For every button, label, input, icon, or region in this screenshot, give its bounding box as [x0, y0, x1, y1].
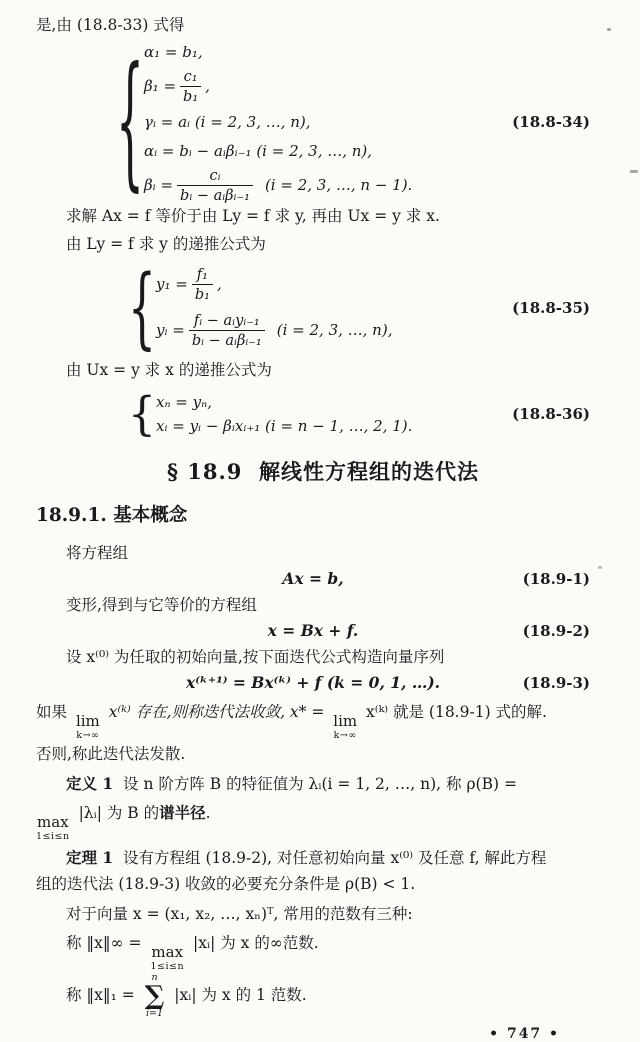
- equation-rows: [156, 390, 412, 438]
- ly-recurrence-line: 由 Ly = f 求 y 的递推公式为: [66, 235, 266, 253]
- scan-artifact: [630, 170, 638, 173]
- section-number: § 18.9: [166, 459, 243, 484]
- text-segment: x⁽ᵏ⁾ 存在,则称迭代法收敛, x* =: [108, 703, 325, 721]
- equation-row: [144, 167, 412, 205]
- equation-label: (18.8-35): [512, 299, 590, 317]
- left-brace: {: [128, 387, 156, 441]
- theorem-text: 设有方程组 (18.9-2), 对任意初始向量 x⁽⁰⁾ 及任意 f, 解此方程: [123, 849, 547, 867]
- left-brace: {: [116, 37, 144, 207]
- equation-row: γᵢ = aᵢ (i = 2, 3, …, n),: [144, 113, 311, 131]
- fraction-numerator: cᵢ: [209, 168, 221, 184]
- definition-text: |λᵢ| 为 B 的: [78, 803, 160, 822]
- max-operator: [36, 812, 70, 842]
- equation-lhs: β₁ =: [144, 76, 177, 95]
- fraction-numerator: fᵢ − aᵢyᵢ₋₁: [193, 313, 260, 329]
- subsection-heading: 18.9.1. 基本概念: [36, 505, 188, 526]
- display-equation-18-9-3: [36, 670, 610, 696]
- bold-term: 谱半径: [159, 802, 206, 822]
- equation-body: x = Bx + f.: [267, 621, 359, 640]
- sum-operator: [145, 973, 165, 1018]
- limit-operator: [333, 714, 357, 741]
- fraction-numerator: c₁: [183, 68, 198, 85]
- equation-post: ,: [216, 274, 222, 293]
- display-equation-18-9-2: [36, 618, 610, 644]
- max-subscript: 1≤i≤n: [150, 961, 185, 972]
- norm-text: 称 ‖x‖₁ =: [66, 985, 135, 1004]
- definition-1-line-2: [36, 797, 610, 842]
- definition-1-line-1: [36, 771, 610, 797]
- lim-text: lim: [75, 712, 100, 730]
- text-segment: x⁽ᵏ⁾ 就是 (18.9-1) 式的解.: [366, 703, 547, 721]
- fraction-denominator: bᵢ − aᵢβᵢ₋₁: [177, 185, 253, 205]
- infinity-norm-line: [36, 927, 610, 972]
- equation-group-18-8-36: [36, 388, 610, 440]
- norms-intro-line: 对于向量 x = (x₁, x₂, …, xₙ)ᵀ, 常用的范数有三种:: [66, 905, 413, 923]
- sum-upper-limit: n: [151, 972, 158, 983]
- equation-group-18-8-34: [36, 37, 610, 207]
- fraction-denominator: b₁: [180, 86, 201, 106]
- paragraph-she: 设 x⁽⁰⁾ 为任取的初始向量,按下面迭代公式构造向量序列: [66, 648, 445, 666]
- norm-text: 称 ‖x‖∞ =: [66, 934, 142, 952]
- display-equation-18-9-1: [36, 566, 610, 592]
- solve-line: 求解 Ax = f 等价于由 Ly = f 求 y, 再由 Ux = y 求 x.: [66, 207, 440, 225]
- equation-row: xᵢ = yᵢ − βᵢxᵢ₊₁ (i = n − 1, …, 2, 1).: [156, 417, 413, 435]
- theorem-tag: 定理 1: [66, 848, 114, 867]
- definition-tag: 定义 1: [66, 773, 114, 793]
- divergence-line: 否则,称此迭代法发散.: [36, 744, 186, 763]
- lim-text: lim: [333, 712, 358, 730]
- ux-recurrence-line: 由 Ux = y 求 x 的递推公式为: [66, 361, 272, 379]
- equation-label: (18.8-34): [512, 113, 590, 131]
- equation-post: (i = 2, 3, …, n),: [276, 321, 393, 340]
- equation-row: xₙ = yₙ,: [156, 393, 212, 411]
- equation-lhs: y₁ =: [156, 274, 188, 293]
- equation-row: [156, 312, 392, 350]
- sum-lower-limit: i=1: [146, 1007, 164, 1019]
- intro-line: 是,由 (18.8-33) 式得: [36, 16, 185, 34]
- convergence-paragraph: [36, 696, 610, 741]
- text-segment: 如果: [36, 703, 68, 721]
- page-number: • 747 •: [489, 1026, 560, 1042]
- equation-body: Ax = b,: [282, 569, 344, 588]
- equation-label: (18.8-36): [512, 405, 590, 423]
- lim-subscript: k→∞: [333, 730, 357, 741]
- one-norm-line: [36, 972, 610, 1019]
- sigma-glyph: ∑: [144, 980, 165, 1011]
- theorem-1-line-2: 组的迭代法 (18.9-3) 收敛的必要充分条件是 ρ(B) < 1.: [36, 875, 416, 893]
- definition-text: .: [205, 803, 211, 822]
- fraction: [192, 266, 213, 304]
- scan-artifact: [607, 28, 611, 31]
- equation-label: (18.9-1): [522, 570, 590, 588]
- equation-row: [144, 68, 412, 106]
- scan-artifact: [598, 566, 602, 569]
- equation-post: ,: [205, 76, 210, 95]
- equation-rows: [156, 266, 392, 351]
- equation-label: (18.9-3): [522, 674, 591, 692]
- equation-rows: [144, 39, 412, 206]
- max-subscript: 1≤i≤n: [36, 830, 70, 842]
- equation-label: (18.9-2): [522, 622, 590, 640]
- max-text: max: [36, 812, 69, 831]
- fraction: [189, 312, 265, 350]
- max-operator: [150, 945, 184, 972]
- fraction-numerator: f₁: [196, 266, 208, 283]
- theorem-1-line-1: [36, 845, 610, 871]
- lim-subscript: k→∞: [76, 730, 100, 741]
- fraction: [177, 167, 253, 205]
- equation-lhs: yᵢ =: [156, 321, 185, 340]
- equation-lhs: βᵢ =: [144, 176, 174, 195]
- equation-post: (i = 2, 3, …, n − 1).: [264, 176, 413, 195]
- fraction: [180, 68, 201, 106]
- limit-operator: [76, 714, 100, 741]
- paragraph-jiang: 将方程组: [66, 544, 129, 562]
- equation-row: αᵢ = bᵢ − aᵢβᵢ₋₁ (i = 2, 3, …, n),: [144, 142, 373, 160]
- section-heading: [36, 456, 610, 488]
- equation-row: [156, 266, 392, 304]
- equation-row: α₁ = b₁,: [144, 42, 203, 61]
- section-title: 解线性方程组的迭代法: [259, 459, 480, 484]
- norm-text: |xᵢ| 为 x 的 1 范数.: [174, 985, 307, 1004]
- definition-text: 设 n 阶方阵 B 的特征值为 λᵢ(i = 1, 2, …, n), 称 ρ(B) =: [123, 774, 517, 793]
- equation-group-18-8-35: [36, 257, 610, 359]
- paragraph-bianxing: 变形,得到与它等价的方程组: [66, 596, 257, 614]
- fraction-denominator: b₁: [192, 284, 213, 304]
- left-brace: {: [128, 257, 156, 359]
- fraction-denominator: bᵢ − aᵢβᵢ₋₁: [189, 330, 265, 350]
- max-text: max: [151, 943, 184, 961]
- norm-text: |xᵢ| 为 x 的∞范数.: [193, 934, 319, 952]
- equation-body: x⁽ᵏ⁺¹⁾ = Bx⁽ᵏ⁾ + f (k = 0, 1, …).: [185, 673, 441, 692]
